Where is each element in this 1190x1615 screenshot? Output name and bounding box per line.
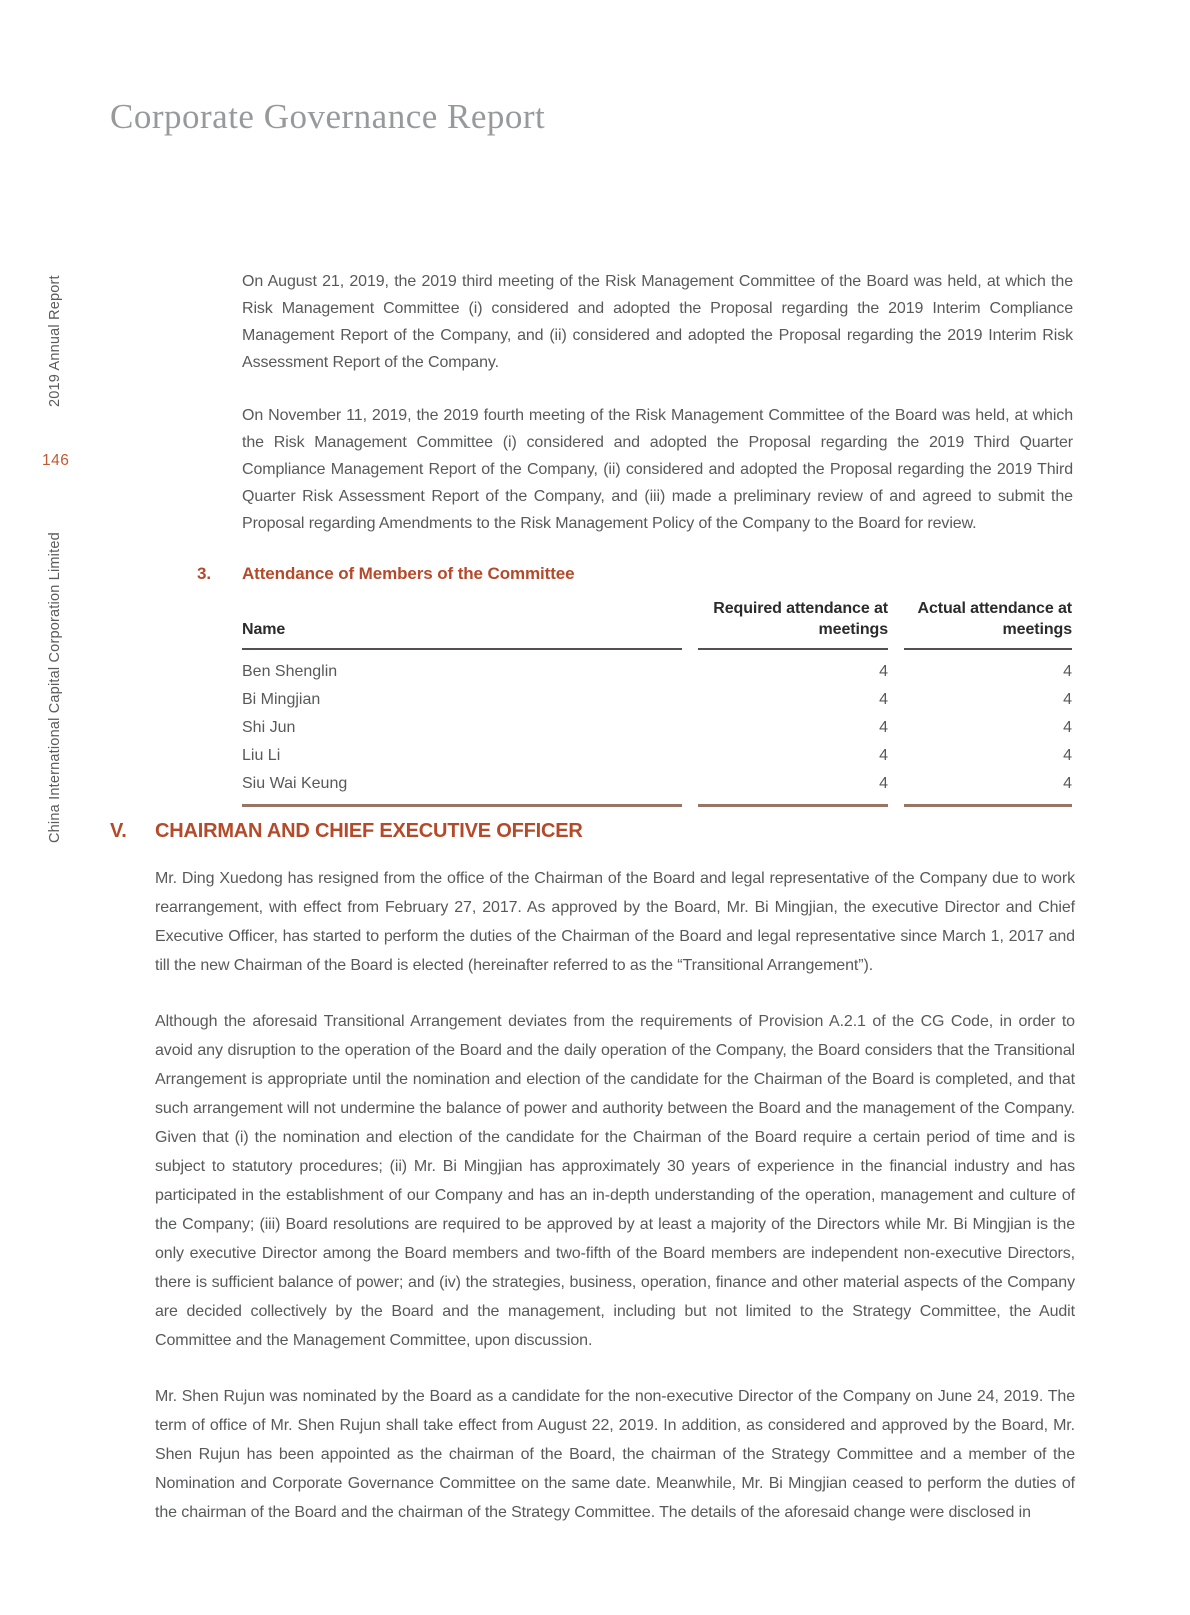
table-row bbox=[242, 714, 1072, 742]
column-header-name: Name bbox=[242, 598, 682, 650]
column-header-required-attendance: Required attendance at meetings bbox=[698, 598, 888, 650]
actual-attendance-value: 4 bbox=[904, 770, 1072, 807]
actual-attendance-value: 4 bbox=[1063, 663, 1072, 680]
risk-committee-paragraph-1: On August 21, 2019, the 2019 third meeting of the Risk Management Committee of the Board was held, at which the Risk Management Committee (i) considered and adopted the Proposal regarding the 2019 Interim Compliance Management Report of the Company, and (ii) considered and adopted the Proposal regarding the 2019 Interim Risk Assessment Report of the Company. bbox=[242, 273, 1073, 371]
section-5-paragraph-3: Mr. Shen Rujun was nominated by the Board as a candidate for the non-executive Director of the Company on June 24, 2019. The term of office of Mr. Shen Rujun shall take effect from August 22, 2019. In addition, as considered and approved by the Board, Mr. Shen Rujun has been appointed as the chairman of the Board, the chairman of the Strategy Committee and a member of the Nomination and Corporate Governance Committee on the same date. Meanwhile, Mr. Bi Mingjian ceased to perform the duties of the chairman of the Board and the chairman of the Strategy Committee. The details of the aforesaid change were disclosed in bbox=[155, 1388, 1075, 1521]
required-attendance-value: 4 bbox=[879, 747, 888, 764]
spine-company-label: China International Capital Corporation Limited bbox=[47, 532, 63, 843]
column-header-actual-attendance: Actual attendance at meetings bbox=[904, 598, 1072, 650]
member-name: Bi Mingjian bbox=[242, 691, 321, 708]
required-attendance-value: 4 bbox=[879, 691, 888, 708]
table-row bbox=[242, 686, 1072, 714]
spine-annual-report-label: 2019 Annual Report bbox=[47, 275, 63, 407]
table-header-row bbox=[242, 598, 1072, 650]
actual-attendance-value: 4 bbox=[1063, 747, 1072, 764]
table-row bbox=[242, 650, 1072, 686]
risk-committee-paragraph-2: On November 11, 2019, the 2019 fourth meeting of the Risk Management Committee of the Board was held, at which the Risk Management Committee (i) considered and adopted the Proposal regarding the 2019 Third Quarter Compliance Management Report of the Company, (ii) considered and adopted the Proposal regarding the 2019 Third Quarter Risk Assessment Report of the Company, and (iii) made a preliminary review of and agreed to submit the Proposal regarding Amendments to the Risk Management Policy of the Company to the Board for review. bbox=[242, 407, 1073, 532]
section-5-title: CHAIRMAN AND CHIEF EXECUTIVE OFFICER bbox=[155, 820, 583, 842]
required-attendance-value: 4 bbox=[879, 719, 888, 736]
member-name: Ben Shenglin bbox=[242, 663, 338, 680]
section-3-number: 3. bbox=[197, 564, 211, 583]
attendance-table-body bbox=[242, 650, 1072, 807]
page-title: Corporate Governance Report bbox=[110, 97, 546, 137]
table-row bbox=[242, 770, 1072, 807]
section-5-number: V. bbox=[110, 820, 127, 842]
page-number: 146 bbox=[42, 452, 70, 469]
actual-attendance-value: 4 bbox=[1063, 719, 1072, 736]
table-row bbox=[242, 742, 1072, 770]
required-attendance-value: 4 bbox=[698, 770, 888, 807]
section-3-title: Attendance of Members of the Committee bbox=[242, 564, 575, 583]
attendance-table bbox=[226, 598, 1088, 807]
member-name: Liu Li bbox=[242, 747, 281, 764]
attendance-table-header bbox=[242, 598, 1072, 650]
section-3-heading bbox=[197, 564, 574, 584]
section-5-paragraph-2: Although the aforesaid Transitional Arrangement deviates from the requirements of Provision A.2.1 of the CG Code, in order to avoid any disruption to the operation of the Board and the daily operation of the Company, the Board considers that the Transitional Arrangement is appropriate until the nomination and election of the candidate for the Chairman of the Board is completed, and that such arrangement will not undermine the balance of power and authority between the Board and the management of the Company. Given that (i) the nomination and election of the candidate for the Chairman of the Board require a certain period of time and is subject to statutory procedures; (ii) Mr. Bi Mingjian has approximately 30 years of experience in the financial industry and has participated in the establishment of our Company and has an in-depth understanding of the operation, management and culture of the Company; (iii) Board resolutions are required to be approved by at least a majority of the Directors while Mr. Bi Mingjian is the only executive Director among the Board members and two-fifth of the Board members are independent non-executive Directors, there is sufficient balance of power; and (iv) the strategies, business, operation, finance and other material aspects of the Company are decided collectively by the Board and the management, including but not limited to the Strategy Committee, the Audit Committee and the Management Committee, upon discussion. bbox=[155, 1013, 1075, 1349]
member-name: Siu Wai Keung bbox=[242, 770, 682, 807]
section-5-heading bbox=[110, 820, 583, 843]
section-5-paragraphs bbox=[155, 864, 1075, 1527]
risk-committee-paragraphs bbox=[242, 268, 1073, 537]
section-5-paragraph-1: Mr. Ding Xuedong has resigned from the office of the Chairman of the Board and legal representative of the Company due to work rearrangement, with effect from February 27, 2017. As approved by the Board, Mr. Bi Mingjian, the executive Director and Chief Executive Officer, has started to perform the duties of the Chairman of the Board and legal representative since March 1, 2017 and till the new Chairman of the Board is elected (hereinafter referred to as the “Transitional Arrangement”). bbox=[155, 870, 1075, 974]
member-name: Shi Jun bbox=[242, 719, 296, 736]
actual-attendance-value: 4 bbox=[1063, 691, 1072, 708]
required-attendance-value: 4 bbox=[879, 663, 888, 680]
